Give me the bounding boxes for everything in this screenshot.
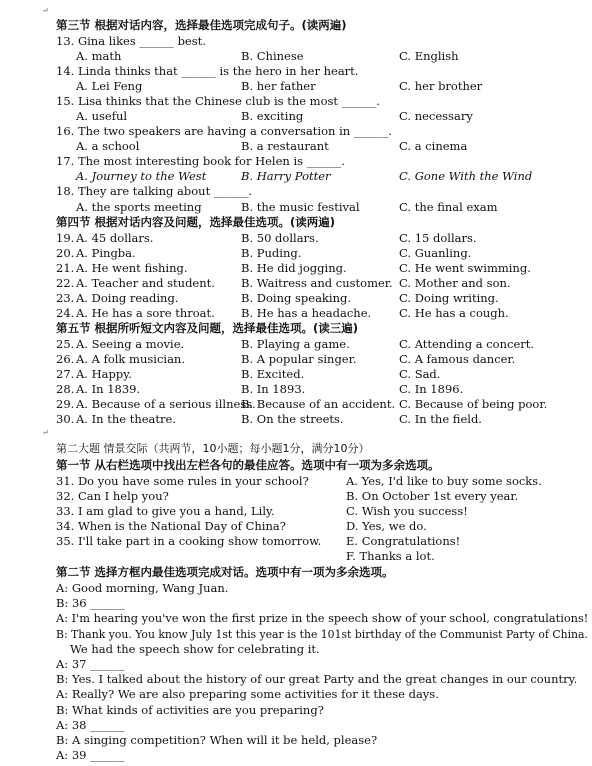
q15-option-a: A. useful: [76, 109, 128, 123]
q23-option-c: C. Doing writing.: [399, 291, 499, 305]
response-a: A. Yes, I'd like to buy some socks.: [346, 474, 542, 488]
q30-option-c: C. In the field.: [399, 412, 482, 426]
dialog-line-11: B: A singing competition? When will it be held, please?: [56, 733, 378, 747]
dialog-line-5: We had the speech show for celebrating it.: [70, 642, 320, 656]
response-e: E. Congratulations!: [346, 534, 461, 548]
q22-option-a: A. Teacher and student.: [76, 276, 215, 290]
q24-option-c: C. He has a cough.: [399, 306, 509, 320]
q13-option-b: B. Chinese: [241, 49, 304, 63]
dialog-line-12: A: 39 ______: [56, 748, 125, 762]
q18-stem: 18. They are talking about ______.: [56, 184, 252, 198]
corner-mark: ↵: [42, 6, 49, 15]
q28-option-c: C. In 1896.: [399, 382, 464, 396]
q19-option-a: A. 45 dollars.: [76, 231, 154, 245]
dialog-line-6: A: 37 ______: [56, 657, 125, 671]
q21-option-c: C. He went swimming.: [399, 261, 531, 275]
dialog-line-4: B: Thank you. You know July 1st this year is the 101st birthday of the Communist Party of China.: [56, 627, 588, 641]
section4-header: 第四节 根据对话内容及问题，选择最佳选项。(读两遍): [56, 215, 336, 229]
q26-option-c: C. A famous dancer.: [399, 352, 516, 366]
q16-option-b: B. a restaurant: [241, 139, 329, 153]
q29-option-c: C. Because of being poor.: [399, 397, 548, 411]
q16-option-c: C. a cinema: [399, 139, 468, 153]
q33-prompt: 33. I am glad to give you a hand, Lily.: [56, 504, 275, 518]
q28-option-b: B. In 1893.: [241, 382, 306, 396]
dialog-line-8: A: Really? We are also preparing some activities for it these days.: [56, 687, 439, 701]
response-d: D. Yes, we do.: [346, 519, 427, 533]
q26-option-b: B. A popular singer.: [241, 352, 357, 366]
q26-option-a: A. A folk musician.: [76, 352, 185, 366]
q14-stem: 14. Linda thinks that ______ is the hero in her heart.: [56, 64, 359, 78]
part2-title: 第二大题 情景交际（共两节，10小题；每小题1分，满分10分）: [56, 442, 370, 455]
q27-option-b: B. Excited.: [241, 367, 305, 381]
part2-section1-header: 第一节 从右栏选项中找出左栏各句的最佳应答。选项中有一项为多余选项。: [56, 458, 440, 472]
q15-option-b: B. exciting: [241, 109, 304, 123]
q19-option-b: B. 50 dollars.: [241, 231, 319, 245]
q22-option-b: B. Waitress and customer.: [241, 276, 393, 290]
q19-number: 19.: [56, 231, 75, 245]
q25-number: 25.: [56, 337, 75, 351]
paragraph-mark: ↵: [42, 428, 49, 437]
response-b: B. On October 1st every year.: [346, 489, 519, 503]
q15-option-c: C. necessary: [399, 109, 473, 123]
q25-option-c: C. Attending a concert.: [399, 337, 535, 351]
dialog-line-3: A: I'm hearing you've won the first prize in the speech show of your school, congratulations!: [56, 611, 589, 625]
q29-option-b: B. Because of an accident.: [241, 397, 396, 411]
q24-option-a: A. He has a sore throat.: [76, 306, 215, 320]
q29-option-a: A. Because of a serious illness.: [76, 397, 256, 411]
q24-number: 24.: [56, 306, 75, 320]
q14-option-a: A. Lei Feng: [76, 79, 143, 93]
q14-option-c: C. her brother: [399, 79, 483, 93]
q13-option-c: C. English: [399, 49, 459, 63]
q30-option-a: A. In the theatre.: [76, 412, 176, 426]
q17-option-c: C. Gone With the Wind: [399, 169, 533, 183]
q20-option-c: C. Guanling.: [399, 246, 472, 260]
q18-option-b: B. the music festival: [241, 200, 360, 214]
q20-number: 20.: [56, 246, 75, 260]
q21-number: 21.: [56, 261, 75, 275]
q18-option-c: C. the final exam: [399, 200, 498, 214]
q27-number: 27.: [56, 367, 75, 381]
q26-number: 26.: [56, 352, 75, 366]
q34-prompt: 34. When is the National Day of China?: [56, 519, 286, 533]
q30-option-b: B. On the streets.: [241, 412, 344, 426]
q23-option-a: A. Doing reading.: [76, 291, 179, 305]
q17-stem: 17. The most interesting book for Helen is ______.: [56, 154, 345, 168]
q13-option-a: A. math: [76, 49, 122, 63]
q16-option-a: A. a school: [76, 139, 140, 153]
q18-option-a: A. the sports meeting: [76, 200, 202, 214]
q35-prompt: 35. I'll take part in a cooking show tomorrow.: [56, 534, 322, 548]
q28-option-a: A. In 1839.: [76, 382, 141, 396]
q30-number: 30.: [56, 412, 75, 426]
q27-option-c: C. Sad.: [399, 367, 441, 381]
q23-number: 23.: [56, 291, 75, 305]
section3-header: 第三节 根据对话内容，选择最佳选项完成句子。(读两遍): [56, 18, 347, 32]
q27-option-a: A. Happy.: [76, 367, 132, 381]
q32-prompt: 32. Can I help you?: [56, 489, 169, 503]
dialog-line-2: B: 36 ______: [56, 596, 125, 610]
q23-option-b: B. Doing speaking.: [241, 291, 352, 305]
response-c: C. Wish you success!: [346, 504, 468, 518]
response-f: F. Thanks a lot.: [346, 549, 435, 563]
q20-option-b: B. Puding.: [241, 246, 302, 260]
section5-header: 第五节 根据所听短文内容及问题，选择最佳选项。(读三遍): [56, 321, 359, 335]
q16-stem: 16. The two speakers are having a conversation in ______.: [56, 124, 392, 138]
dialog-line-10: A: 38 ______: [56, 718, 125, 732]
q17-option-b: B. Harry Potter: [241, 169, 331, 183]
q29-number: 29.: [56, 397, 75, 411]
q24-option-b: B. He has a headache.: [241, 306, 372, 320]
dialog-line-1: A: Good morning, Wang Juan.: [56, 581, 229, 595]
q25-option-a: A. Seeing a movie.: [76, 337, 185, 351]
part2-section2-header: 第二节 选择方框内最佳选项完成对话。选项中有一项为多余选项。: [56, 565, 394, 579]
q21-option-a: A. He went fishing.: [76, 261, 188, 275]
q25-option-b: B. Playing a game.: [241, 337, 350, 351]
q20-option-a: A. Pingba.: [76, 246, 136, 260]
q13-stem: 13. Gina likes ______ best.: [56, 34, 206, 48]
dialog-line-7: B: Yes. I talked about the history of our great Party and the great changes in our country.: [56, 672, 578, 686]
q21-option-b: B. He did jogging.: [241, 261, 347, 275]
q19-option-c: C. 15 dollars.: [399, 231, 477, 245]
q31-prompt: 31. Do you have some rules in your school?: [56, 474, 309, 488]
q15-stem: 15. Lisa thinks that the Chinese club is the most ______.: [56, 94, 380, 108]
q22-number: 22.: [56, 276, 75, 290]
q28-number: 28.: [56, 382, 75, 396]
q14-option-b: B. her father: [241, 79, 316, 93]
dialog-line-9: B: What kinds of activities are you preparing?: [56, 703, 324, 717]
q22-option-c: C. Mother and son.: [399, 276, 511, 290]
q17-option-a: A. Journey to the West: [76, 169, 207, 183]
